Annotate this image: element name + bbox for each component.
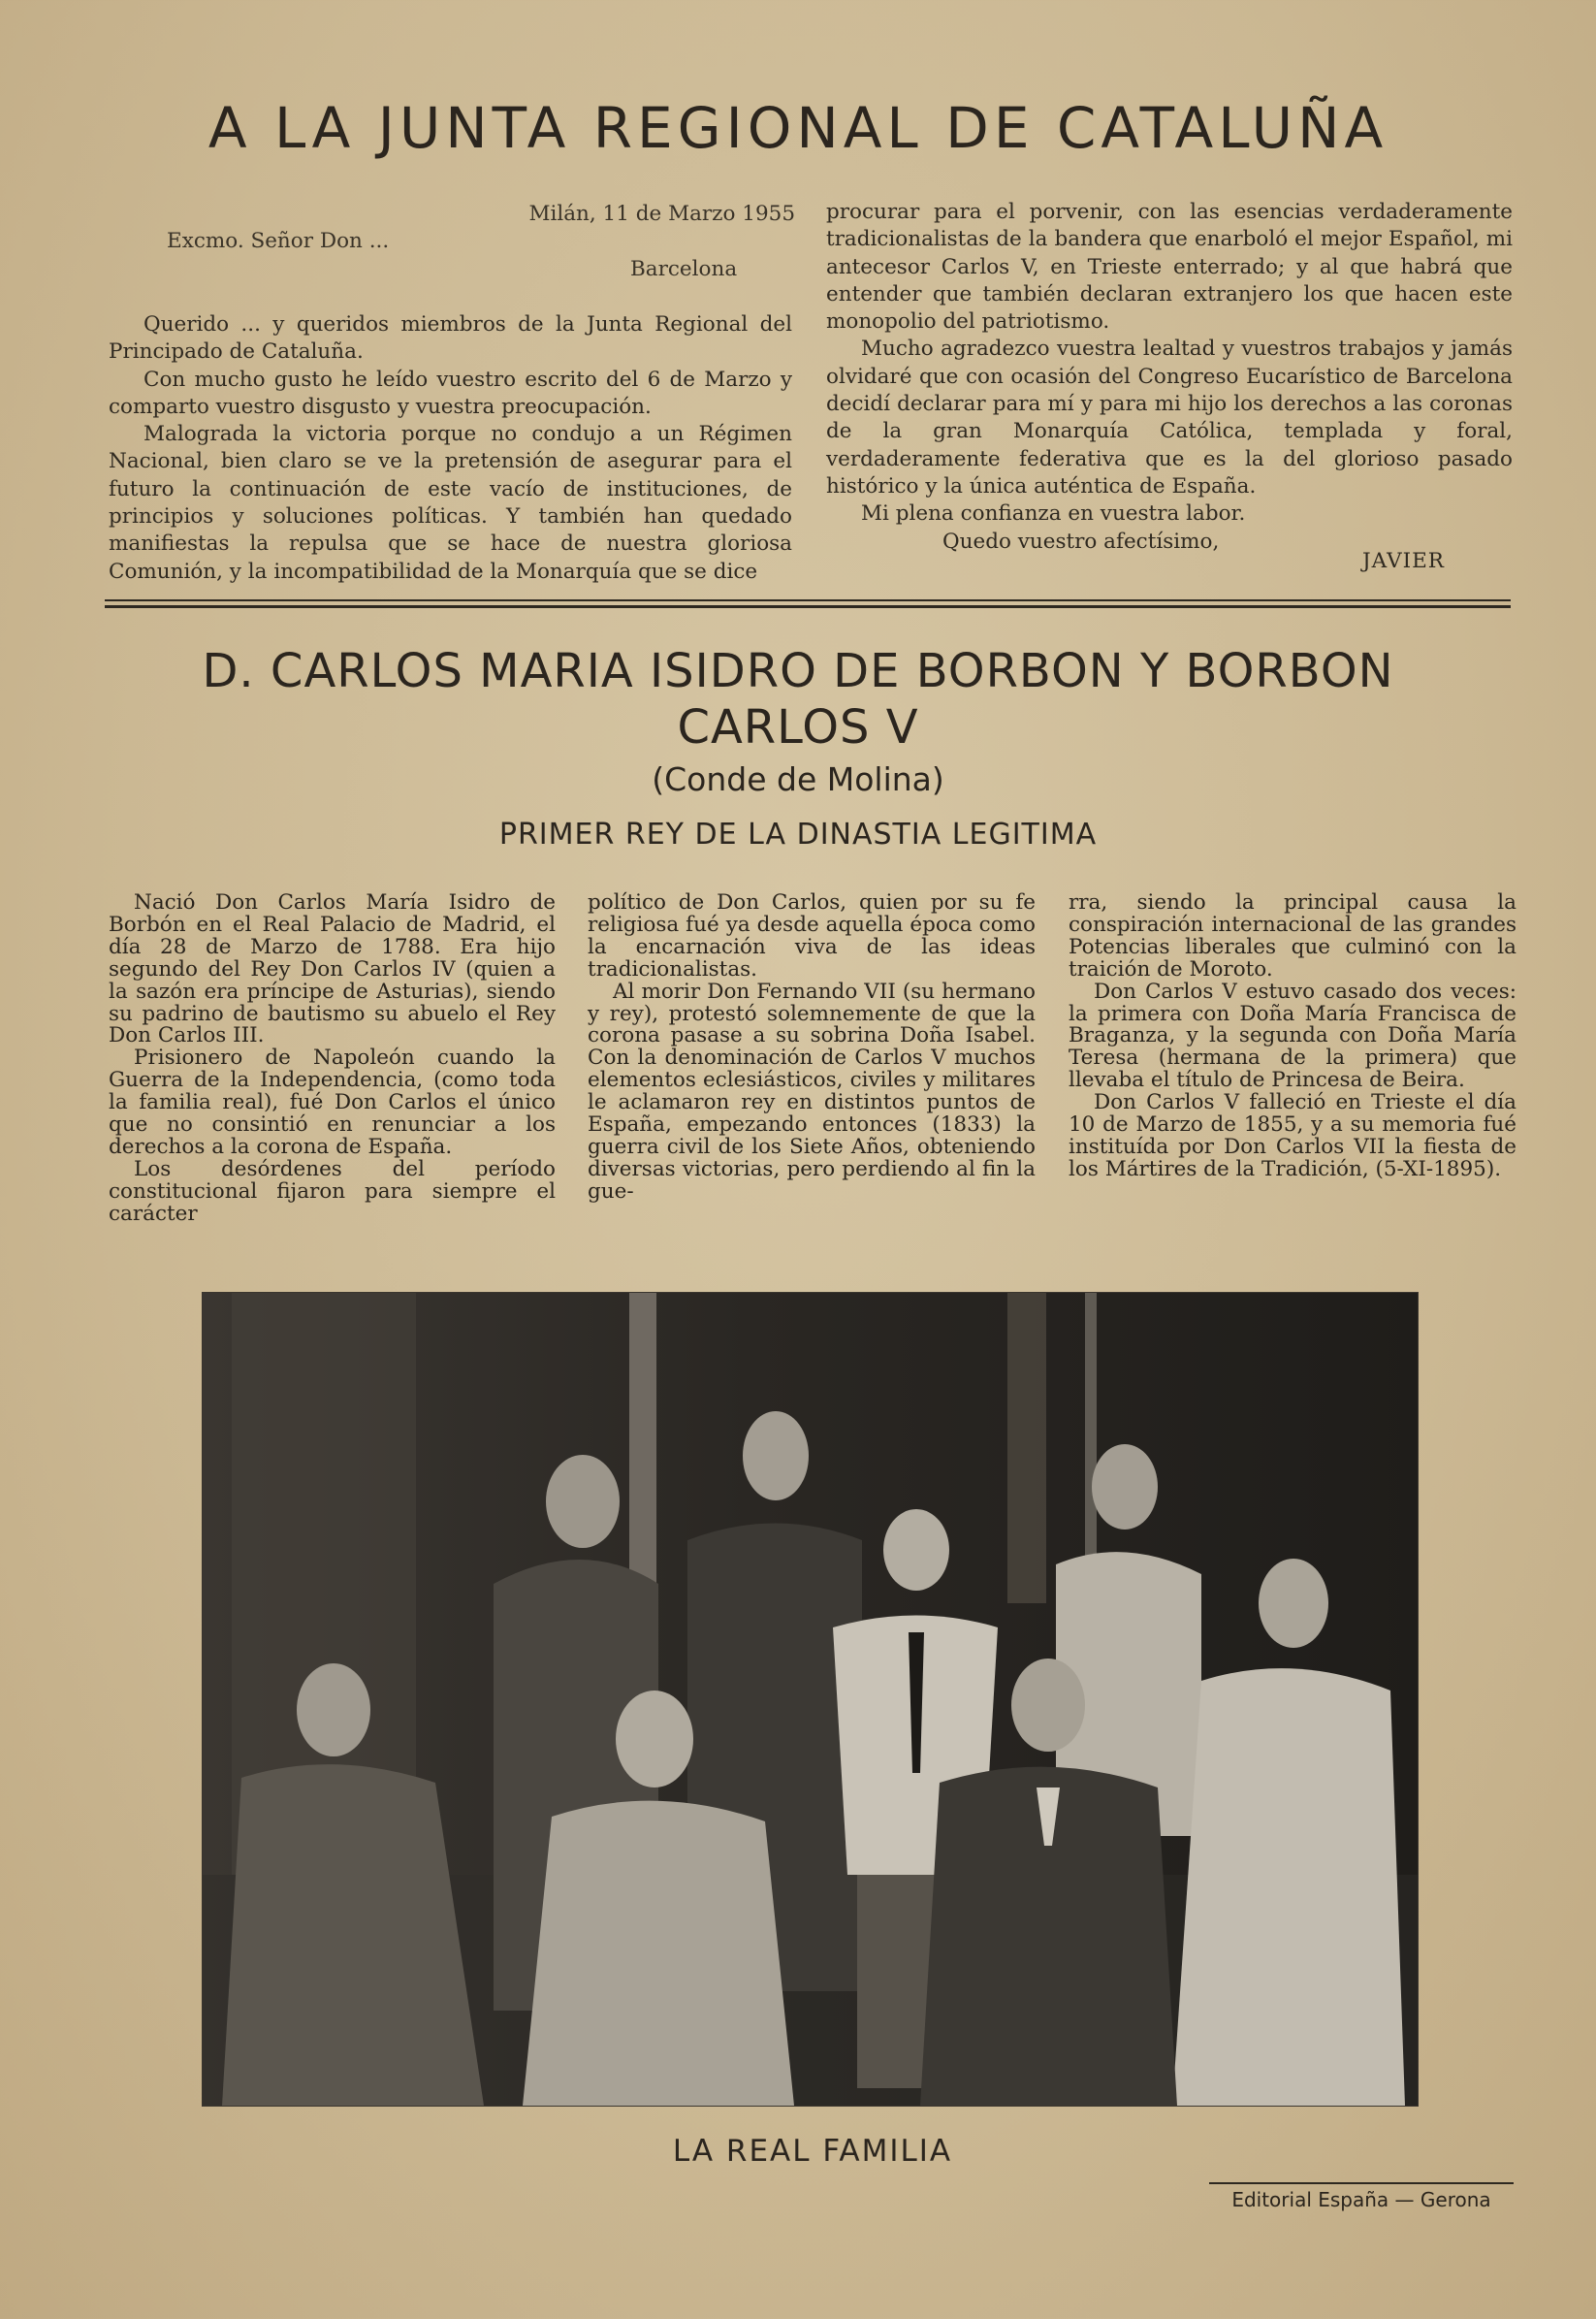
letter-paragraph: Mucho agradezco vuestra lealtad y vuestros trabajos y jamás olvidaré que con ocasión del Congreso Eucarístico de Barcelona decidí declarar para mí y para mi hijo los derechos a las coronas de la gran Monarquía Católica, templada y foral, verdaderamente federativa que es la del glorioso pasado histórico y la única auténtica de España. bbox=[826, 337, 1513, 499]
letter-right-column bbox=[826, 199, 1513, 556]
biography-paragraph: Prisionero de Napoleón cuando la Guerra de la Independencia, (como toda la familia real), fué Don Carlos el único que no consintió en renunciar a los derechos a la corona de España. bbox=[109, 1046, 556, 1159]
letter-title: A LA JUNTA REGIONAL DE CATALUÑA bbox=[207, 95, 1389, 161]
family-photograph bbox=[203, 1293, 1418, 2106]
biography-paragraph: rra, siendo la principal causa la conspiración internacional de las grandes Potencias liberales que culminó con la traición de Moroto. bbox=[1069, 890, 1516, 982]
divider-rule bbox=[105, 599, 1511, 601]
letter-date: Milán, 11 de Marzo 1955 bbox=[528, 202, 795, 226]
biography-heading: PRIMER REY DE LA DINASTIA LEGITIMA bbox=[498, 818, 1098, 852]
biography-title: D. CARLOS MARIA ISIDRO DE BORBON Y BORBON bbox=[202, 644, 1394, 698]
biography-column-3 bbox=[1069, 892, 1516, 1181]
biography-paragraph: Al morir Don Fernando VII (su hermano y rey), protestó solemnemente de que la corona pasase a su sobrina Doña Isabel. Con la denominación de Carlos V muchos elementos eclesiásticos, civiles y militares le aclamaron rey en distintos puntos de España, empezando entonces (1833) la guerra civil de los Siete Años, obteniendo diversas victorias, pero perdiendo al fin la gue- bbox=[588, 979, 1036, 1204]
letter-paragraph: procurar para el porvenir, con las esencias verdaderamente tradicionalistas de la bandera que enarboló el mejor Español, mi antecesor Carlos V, en Trieste enterrado; y al que habrá que entender que también declaran extranjero los que hacen este monopolio del patriotismo. bbox=[826, 200, 1513, 335]
letter-closing: Quedo vuestro afectísimo, bbox=[942, 529, 1220, 554]
biography-paragraph: Don Carlos V falleció en Trieste el día 10 de Marzo de 1855, y a su memoria fué instituída por Don Carlos VII la fiesta de los Mártires de la Tradición, (5-XI-1895). bbox=[1069, 1090, 1516, 1181]
biography-column-2 bbox=[588, 892, 1036, 1204]
letter-paragraph: Malograda la victoria porque no condujo a un Régimen Nacional, bien claro se ve la pretensión de asegurar para el futuro la continuación de este vacío de instituciones, de principios y soluciones políticas. Y también han quedado manifiestas la repulsa que se hace de nuestra gloriosa Comunión, y la incompatibilidad de la Monarquía que se dice bbox=[109, 422, 792, 584]
family-photograph-figures bbox=[203, 1293, 1418, 2106]
divider-rule bbox=[105, 605, 1511, 608]
biography-title-regnal: CARLOS V bbox=[677, 700, 919, 755]
photo-caption: LA REAL FAMILIA bbox=[672, 2134, 953, 2169]
letter-paragraph: Querido ... y queridos miembros de la Junta Regional del Principado de Cataluña. bbox=[109, 312, 792, 365]
biography-paragraph: político de Don Carlos, quien por su fe religiosa fué ya desde aquella época como la encarnación viva de las ideas tradicionalistas. bbox=[588, 890, 1036, 982]
biography-column-1 bbox=[109, 892, 556, 1226]
letter-left-column bbox=[109, 311, 792, 586]
letter-paragraph: Mi plena confianza en vuestra labor. bbox=[861, 501, 1246, 527]
letter-signature: JAVIER bbox=[1362, 549, 1445, 573]
biography-paragraph: Nació Don Carlos María Isidro de Borbón en el Real Palacio de Madrid, el día 28 de Marzo de 1788. Era hijo segundo del Rey Don Carlos IV (quien a la sazón era príncipe de Asturias), siendo su padrino de bautismo su abuelo el Rey Don Carlos III. bbox=[109, 890, 556, 1048]
biography-subtitle: (Conde de Molina) bbox=[652, 760, 944, 798]
biography-paragraph: Don Carlos V estuvo casado dos veces: la primera con Doña María Francisca de Braganza, y la segunda con Doña María Teresa (hermana de la primera) que llevaba el título de Princesa de Beira. bbox=[1069, 979, 1516, 1093]
biography-paragraph: Los desórdenes del período constitucional fijaron para siempre el carácter bbox=[109, 1156, 556, 1226]
letter-city: Barcelona bbox=[630, 257, 738, 281]
letter-paragraph: Con mucho gusto he leído vuestro escrito del 6 de Marzo y comparto vuestro disgusto y vuestra preocupación. bbox=[109, 367, 792, 419]
publisher-credit: Editorial España — Gerona bbox=[1209, 2182, 1514, 2211]
letter-recipient: Excmo. Señor Don ... bbox=[167, 229, 390, 253]
